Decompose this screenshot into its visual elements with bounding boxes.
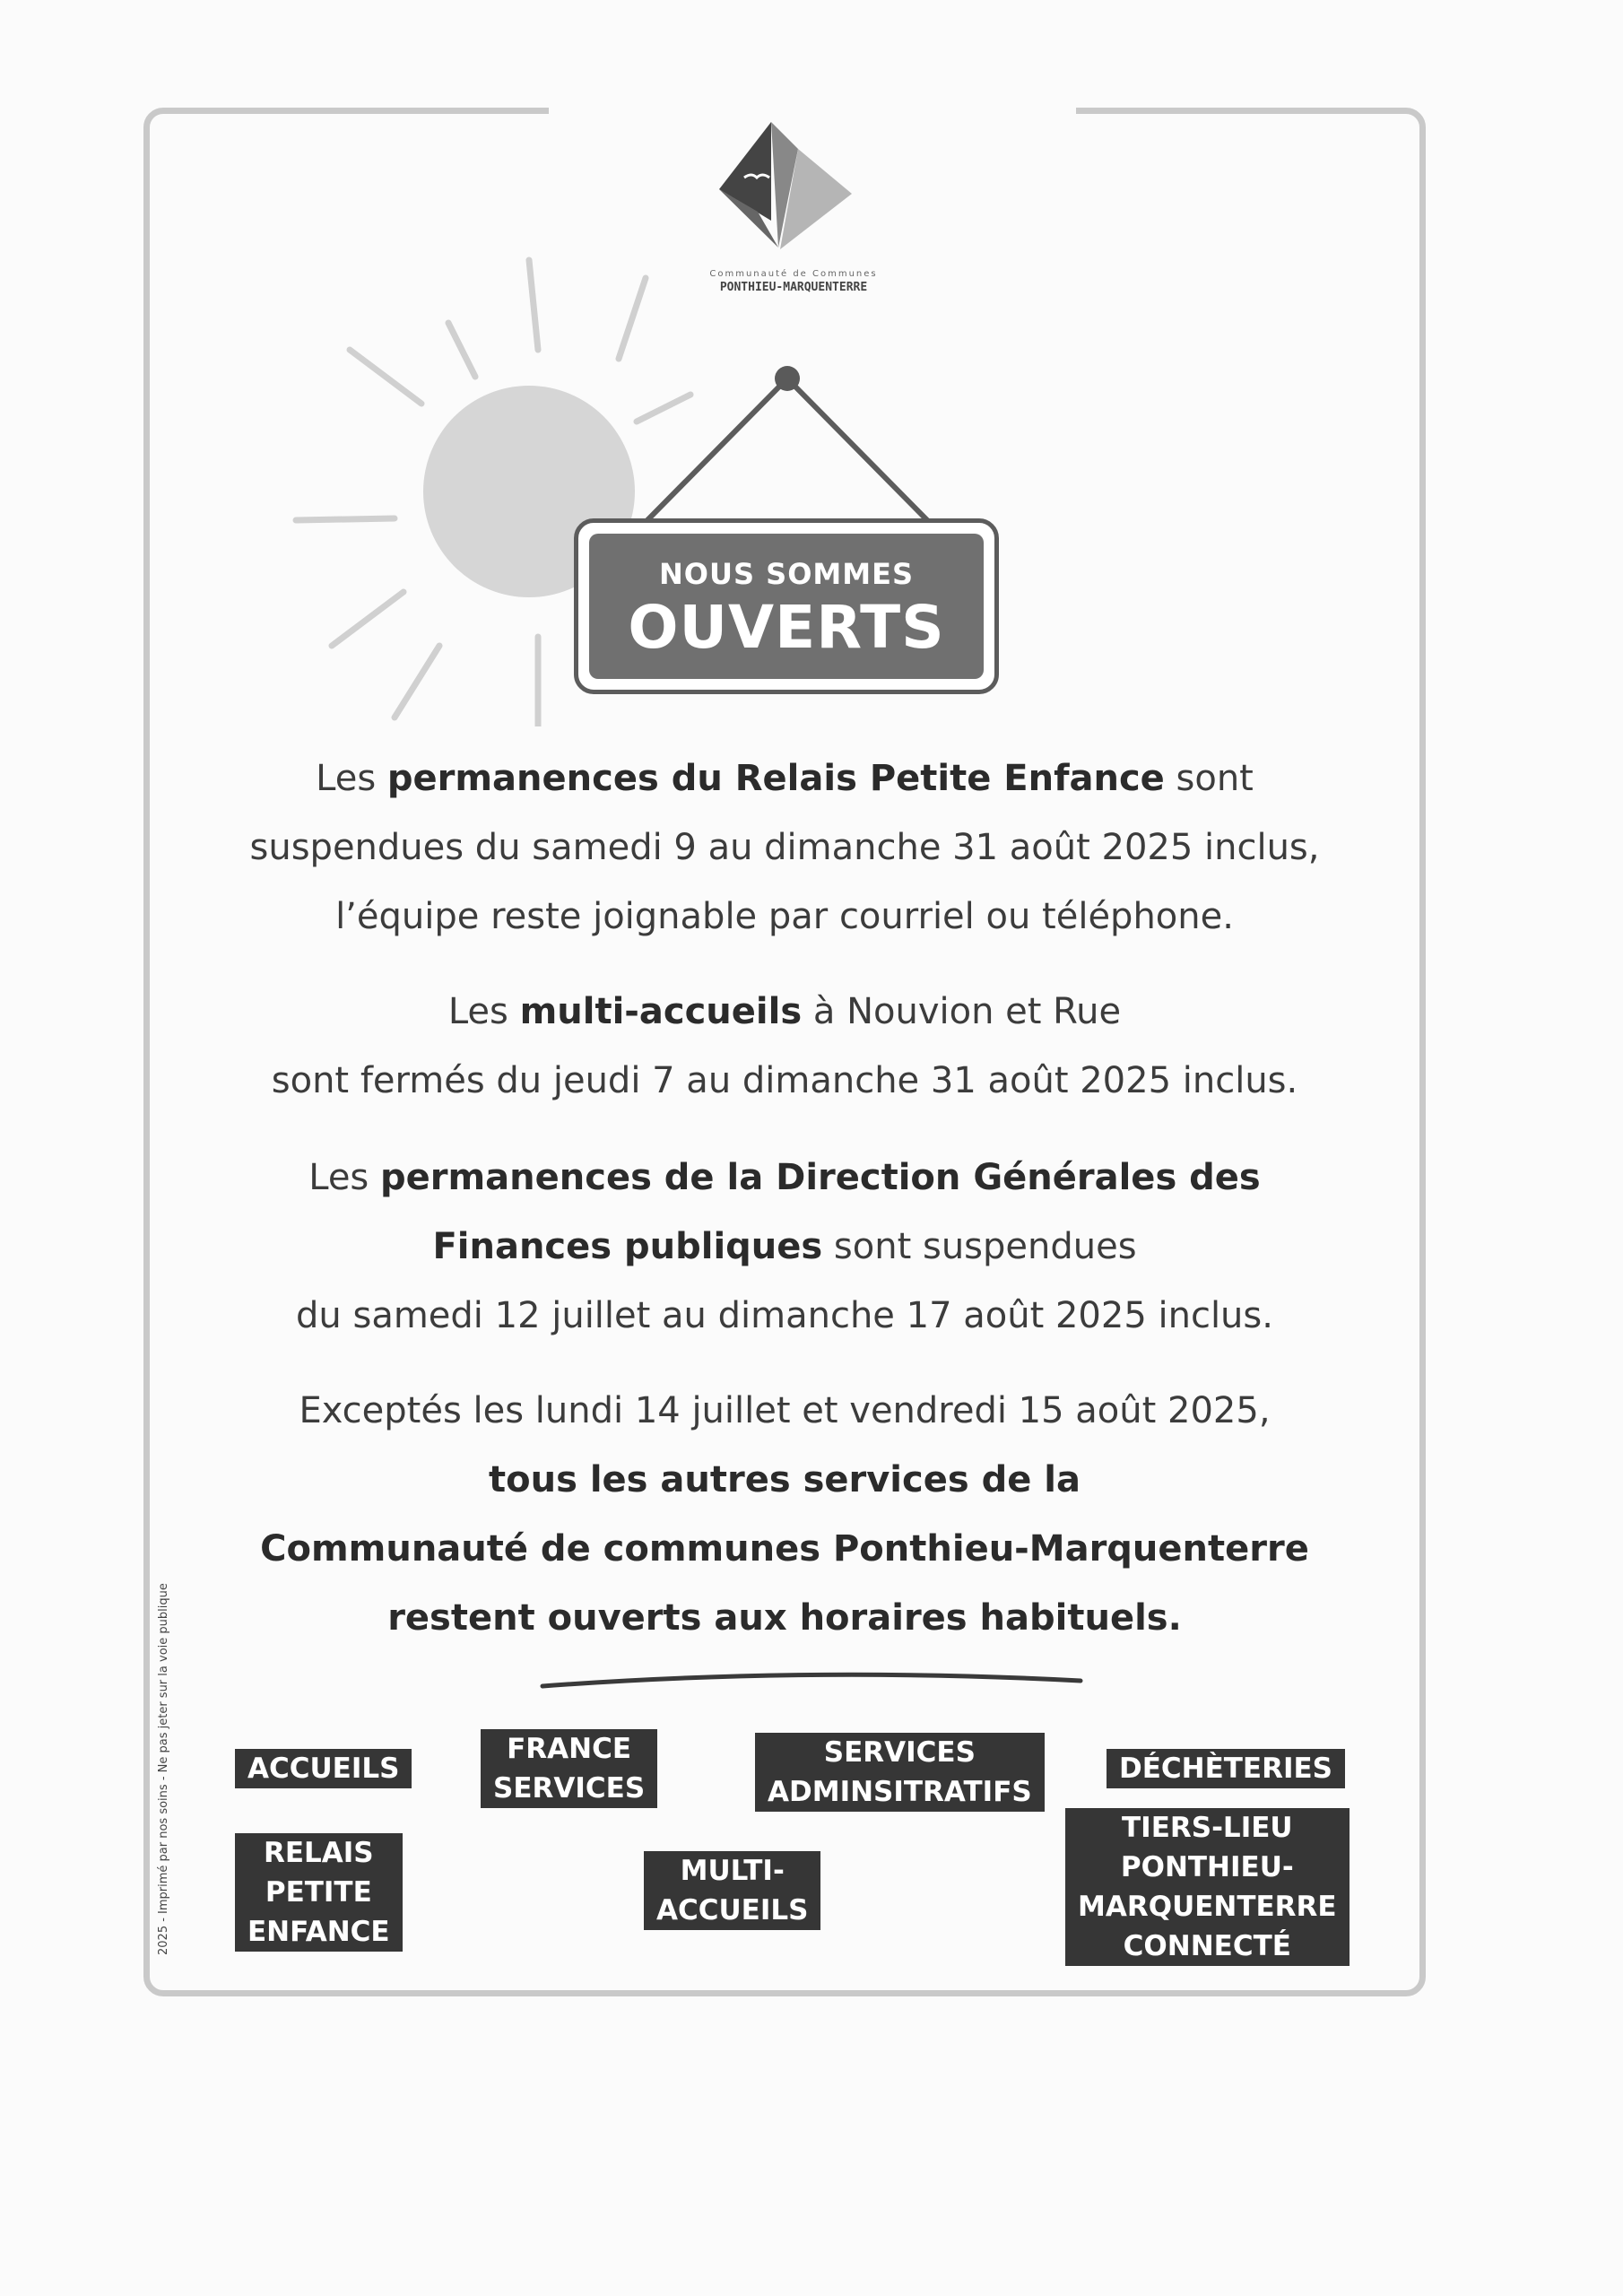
divider-stroke <box>538 1666 1085 1693</box>
text-line: l’équipe reste joignable par courriel ou téléphone. <box>335 896 1234 937</box>
text: Les <box>447 991 520 1032</box>
text: Les <box>316 758 387 799</box>
text-line: sont fermés du jeudi 7 au dimanche 31 août 2025 inclus. <box>271 1060 1298 1101</box>
text-bold: permanences de la Direction Générales des <box>379 1157 1261 1198</box>
side-note: 2025 - Imprimé par nos soins - Ne pas jeter sur la voie publique <box>157 1583 170 1955</box>
logo-subtitle: Communauté de Communes <box>709 269 878 279</box>
paragraph-multi-accueils <box>161 978 1408 1116</box>
tag-accueils: ACCUEILS <box>235 1749 412 1788</box>
paragraph-services <box>161 1377 1408 1653</box>
text: à Nouvion et Rue <box>802 991 1122 1032</box>
tag-france-services: FRANCE SERVICES <box>481 1729 657 1808</box>
text: sont <box>1164 758 1254 799</box>
tag-multi-accueils: MULTI- ACCUEILS <box>644 1851 820 1930</box>
tag-relais-petite-enfance: RELAIS PETITE ENFANCE <box>235 1833 403 1952</box>
tag-decheteries: DÉCHÈTERIES <box>1107 1749 1345 1788</box>
text: Les <box>308 1157 380 1198</box>
tag-services-administratifs: SERVICES ADMINSITRATIFS <box>755 1733 1045 1812</box>
paragraph-relais <box>161 744 1408 952</box>
paragraph-finances <box>161 1144 1408 1351</box>
text-bold: permanences du Relais Petite Enfance <box>386 758 1165 799</box>
sign-hanger-icon <box>574 359 1004 529</box>
tag-tiers-lieu: TIERS-LIEU PONTHIEU- MARQUENTERRE CONNECTÉ <box>1065 1808 1350 1966</box>
text-bold: restent ouverts aux horaires habituels. <box>387 1597 1182 1639</box>
sign-small-text: NOUS SOMMES <box>659 557 914 591</box>
text-bold: Communauté de communes Ponthieu-Marquenterre <box>260 1528 1309 1570</box>
text-line: Exceptés les lundi 14 juillet et vendredi 15 août 2025, <box>299 1390 1271 1431</box>
text-bold: tous les autres services de la <box>489 1459 1081 1500</box>
text-line: suspendues du samedi 9 au dimanche 31 août 2025 inclus, <box>249 827 1320 868</box>
text-line: du samedi 12 juillet au dimanche 17 août 2025 inclus. <box>296 1295 1273 1336</box>
open-sign <box>574 359 1004 700</box>
text-bold: Finances publiques <box>432 1226 823 1267</box>
text-bold: multi-accueils <box>519 991 803 1032</box>
frame-gap <box>549 100 1076 122</box>
text: sont suspendues <box>822 1226 1137 1267</box>
sign-plate <box>574 518 999 694</box>
sign-big-text: OUVERTS <box>628 593 945 662</box>
logo-name: PONTHIEU-MARQUENTERRE <box>719 281 868 294</box>
